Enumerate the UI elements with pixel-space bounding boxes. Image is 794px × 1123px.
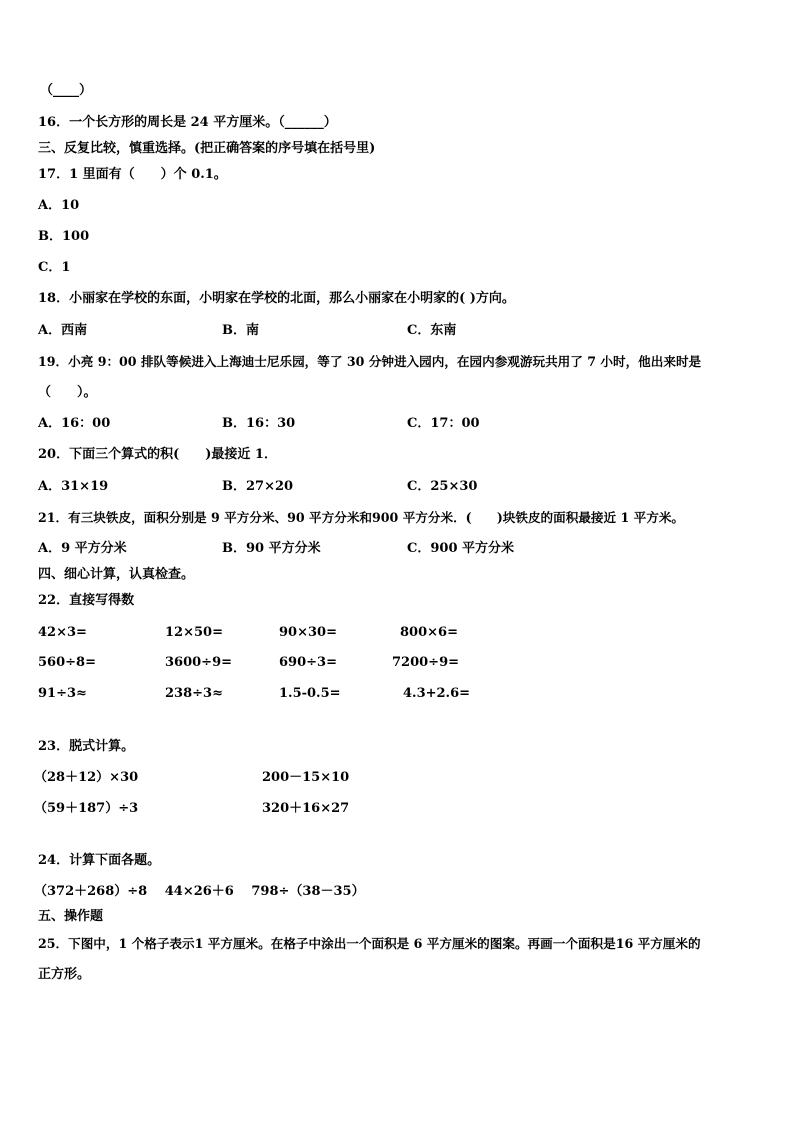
option-18-c: C．东南 bbox=[407, 323, 457, 338]
option-17-c: C．1 bbox=[38, 260, 71, 275]
blank-answer-line: （____） bbox=[40, 83, 93, 98]
calc-23-2: 200－15×10 bbox=[262, 770, 350, 785]
calc-22-3: 90×30= bbox=[279, 625, 337, 640]
option-19-b: B．16：30 bbox=[222, 416, 296, 431]
option-17-a: A．10 bbox=[38, 198, 80, 213]
question-21: 21．有三块铁皮，面积分别是 9 平方分米、90 平方分米和900 平方分米．( )块铁皮的面积最接近 1 平方米。 bbox=[38, 510, 685, 525]
question-17: 17．1 里面有（ ）个 0.1。 bbox=[38, 167, 227, 182]
option-21-a: A．9 平方分米 bbox=[38, 541, 127, 556]
calc-22-8: 7200÷9= bbox=[392, 655, 460, 670]
section-5-heading: 五、操作题 bbox=[38, 909, 104, 924]
option-18-a: A．西南 bbox=[38, 323, 88, 338]
calc-22-1: 42×3= bbox=[38, 625, 87, 640]
question-22: 22．直接写得数 bbox=[38, 593, 135, 608]
question-20: 20．下面三个算式的积( )最接近 1． bbox=[38, 447, 277, 462]
calc-22-11: 1.5-0.5= bbox=[279, 686, 341, 701]
question-23: 23．脱式计算。 bbox=[38, 739, 135, 754]
question-18: 18．小丽家在学校的东面，小明家在学校的北面，那么小丽家在小明家的( )方向。 bbox=[38, 291, 515, 306]
calc-22-4: 800×6= bbox=[400, 625, 458, 640]
question-24: 24．计算下面各题。 bbox=[38, 853, 161, 868]
calc-22-7: 690÷3= bbox=[279, 655, 337, 670]
calc-22-9: 91÷3≈ bbox=[38, 686, 87, 701]
calc-23-1: （28＋12）×30 bbox=[34, 770, 139, 785]
question-19-continued: （ ）。 bbox=[38, 385, 97, 400]
question-25: 25．下图中，1 个格子表示1 平方厘米。在格子中涂出一个面积是 6 平方厘米的图案。再画一个面积是16 平方厘米的 bbox=[38, 936, 701, 951]
option-18-b: B．南 bbox=[222, 323, 259, 338]
option-20-b: B．27×20 bbox=[222, 479, 294, 494]
calc-23-3: （59＋187）÷3 bbox=[34, 801, 139, 816]
calc-23-4: 320＋16×27 bbox=[262, 801, 350, 816]
calc-22-5: 560÷8= bbox=[38, 655, 96, 670]
question-16: 16．一个长方形的周长是 24 平方厘米。（______） bbox=[38, 115, 337, 130]
option-20-a: A．31×19 bbox=[38, 479, 109, 494]
option-19-c: C．17：00 bbox=[407, 416, 480, 431]
option-19-a: A．16：00 bbox=[38, 416, 111, 431]
section-3-heading: 三、反复比较，慎重选择。(把正确答案的序号填在括号里) bbox=[38, 141, 376, 156]
calc-22-10: 238÷3≈ bbox=[165, 686, 223, 701]
option-21-b: B．90 平方分米 bbox=[222, 541, 321, 556]
calc-22-12: 4.3+2.6= bbox=[403, 686, 471, 701]
calc-22-6: 3600÷9= bbox=[165, 655, 233, 670]
question-19: 19．小亮 9：00 排队等候进入上海迪士尼乐园，等了 30 分钟进入园内，在园内参观游玩共用了 7 小时，他出来时是 bbox=[38, 354, 702, 369]
option-21-c: C．900 平方分米 bbox=[407, 541, 515, 556]
calc-24-items: （372＋268）÷8 44×26＋6 798÷（38－35） bbox=[34, 884, 365, 899]
section-4-heading: 四、细心计算，认真检查。 bbox=[38, 567, 195, 582]
question-25-continued: 正方形。 bbox=[38, 967, 91, 982]
calc-22-2: 12×50= bbox=[165, 625, 223, 640]
option-17-b: B．100 bbox=[38, 229, 90, 244]
option-20-c: C．25×30 bbox=[407, 479, 478, 494]
